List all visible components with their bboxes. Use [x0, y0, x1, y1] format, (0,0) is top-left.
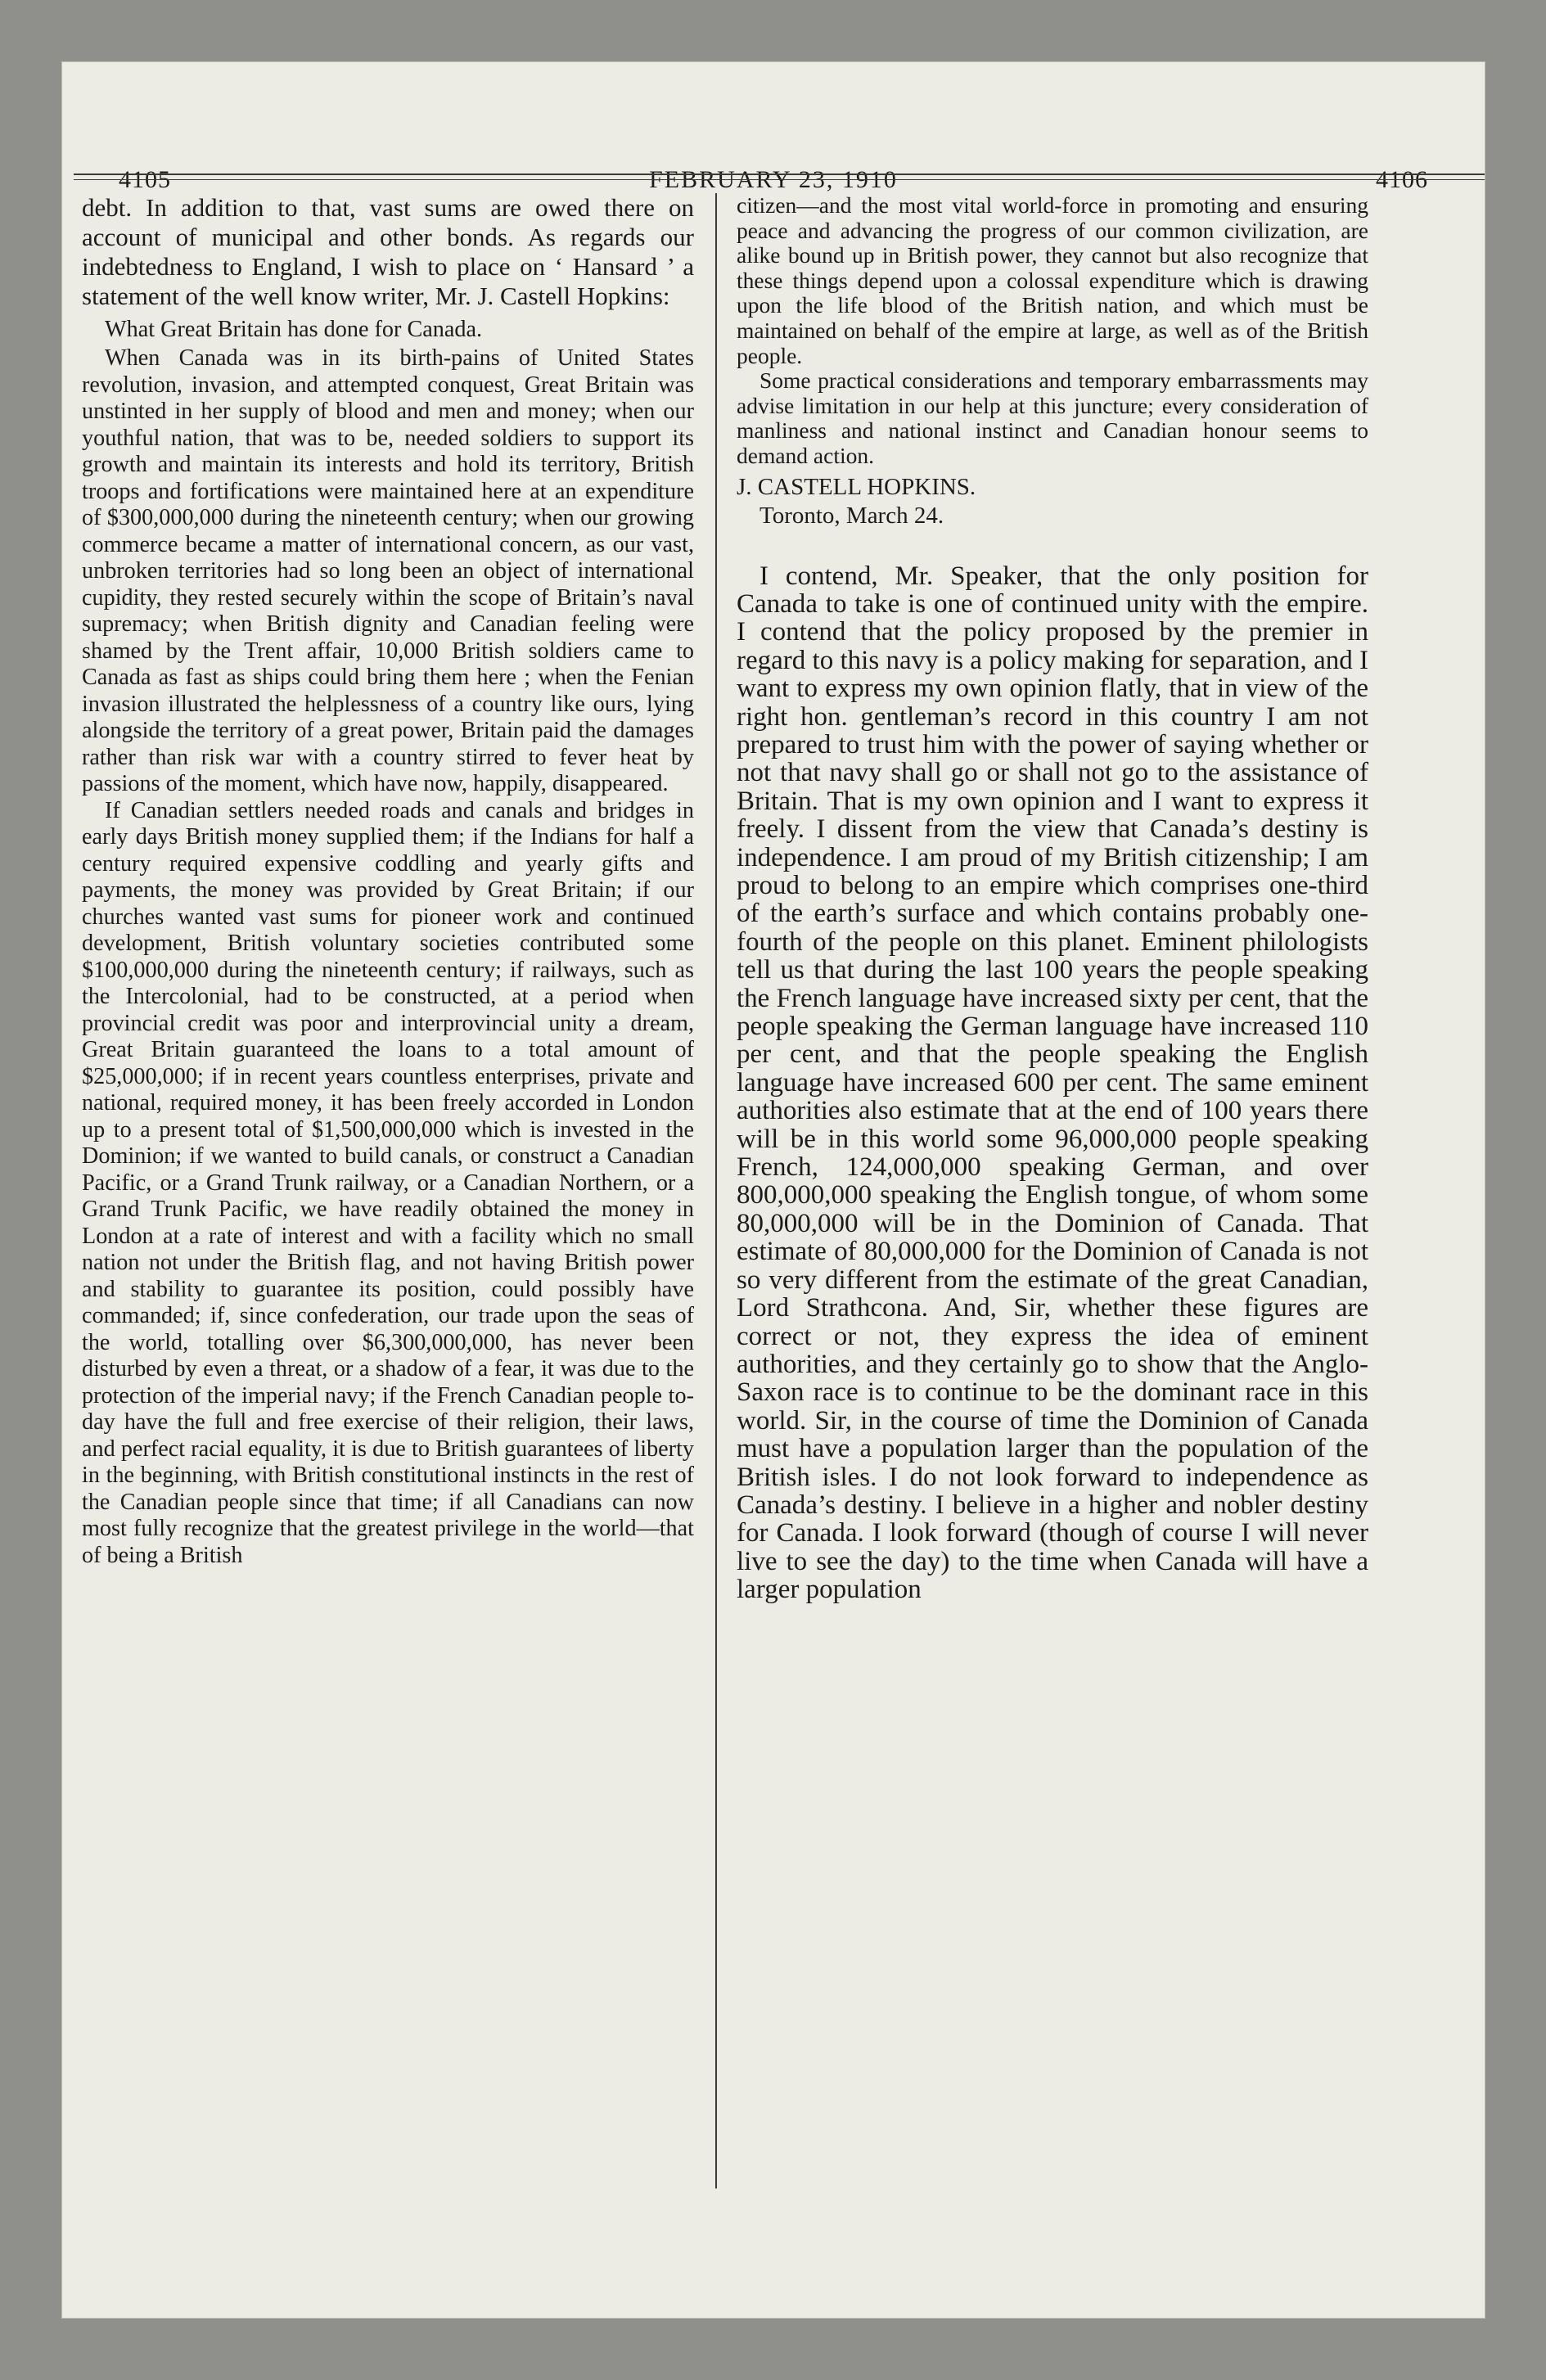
quote-signature: J. CASTELL HOPKINS. [737, 473, 976, 500]
quote-paragraph-2: If Canadian settlers needed roads and canals and bridges in early days British money supplied them; if the Indians for half a century required expensive coddling and yearly gifts and payments, the money was provided by Great Britain; if our churches wanted vast sums for pioneer work and continued development, British voluntary societies contributed some $100,000,000 during the nineteenth century; if railways, such as the Intercolonial, had to be constructed, at a period when provincial credit was poor and interprovincial unity a dream, Great Britain guaranteed the loans to a total amount of $25,000,000; if in recent years countless enterprises, private and national, required money, it has been freely accorded in London up to a present total of $1,500,000,000 which is invested in the Dominion; if we wanted to build canals, or construct a Canadian Pacific, or a Grand Trunk railway, or a Canadian Northern, or a Grand Trunk Pacific, we have readily obtained the money in London at a rate of interest and with a facility which no small nation not under the British flag, and not having British power and stability to guarantee its position, could possibly have commanded; if, since confederation, our trade upon the seas of the world, totalling over $6,300,000,000, has never been disturbed by even a threat, or a shadow of a fear, it was due to the protection of the imperial navy; if the French Canadian people to-day have the full and free exercise of their religion, their laws, and perfect racial equality, it is due to British guarantees of liberty in the beginning, with British constitutional instincts in the rest of the Canadian people since that time; if all Canadians can now most fully recognize that the greatest privilege in the world—that of being a British [82, 797, 694, 1568]
page-date: FEBRUARY 23, 1910 [649, 166, 898, 193]
page-number-right: 4106 [1376, 166, 1428, 193]
page-number-left: 4105 [119, 166, 171, 193]
header-rule [74, 174, 1485, 175]
header-rule-thin [74, 179, 1485, 180]
quote-paragraph-1: When Canada was in its birth-pains of United States revolution, invasion, and attempted conquest, Great Britain was unstinted in her supply of blood and men and money; when our youthful nation, that was to be, needed soldiers to support its growth and maintain its interests and hold its territory, British troops and fortifications were maintained here at an expenditure of $300,000,000 during the nineteenth century; when our growing commerce became a matter of international concern, as our vast, unbroken territories had so long been an object of international cupidity, they rested securely within the scope of Britain’s naval supremacy; when British dignity and Canadian feeling were shamed by the Trent affair, 10,000 British soldiers came to Canada as fast as ships could bring them here ; when the Fenian invasion illustrated the helplessness of a country like ours, lying alongside the territory of a great power, Britain paid the damages rather than risk war with a country stirred to fever heat by passions of the moment, which have now, happily, disappeared. [82, 345, 694, 796]
quote-paragraph-4: Some practical considerations and temporary embarrassments may advise limitation in our help at this juncture; every consideration of manliness and national instinct and Canadian honour seems to demand action. [737, 367, 1368, 468]
left-column [82, 193, 694, 1569]
lead-paragraph: debt. In addition to that, vast sums are owed there on account of municipal and other bonds. As regards our indebtedness to England, I wish to place on ‘ Hansard ’ a statement of the well know writer, Mr. J. Castell Hopkins: [82, 193, 694, 310]
speech-paragraph: I contend, Mr. Speaker, that the only position for Canada to take is one of continued unity with the empire. I contend that the policy proposed by the premier in regard to this navy is a policy making for separation, and I want to express my own opinion flatly, that in view of the right hon. gentleman’s record in this country I am not prepared to trust him with the power of saying whether or not that navy shall go or shall not go to the assistance of Britain. That is my own opinion and I want to express it freely. I dissent from the view that Canada’s destiny is independence. I am proud of my British citizenship; I am proud to belong to an empire which comprises one-third of the earth’s surface and which contains probably one-fourth of the people on this planet. Eminent philologists tell us that during the last 100 years the people speaking the French language have increased sixty per cent, that the people speaking the German language have increased 110 per cent, and that the people speaking the English language have increased 600 per cent. The same eminent authorities also estimate that at the end of 100 years there will be in this world some 96,000,000 people speaking French, 124,000,000 speaking German, and over 800,000,000 speaking the English tongue, of whom some 80,000,000 will be in the Dominion of Canada. That estimate of 80,000,000 for the Dominion of Canada is not so very different from the estimate of the great Canadian, Lord Strathcona. And, Sir, whether these figures are correct or not, they express the idea of eminent authorities, and they certainly go to show that the Anglo-Saxon race is to continue to be the dominant race in this world. Sir, in the course of time the Dominion of Canada must have a population larger than the population of the British isles. I do not look forward to independence as Canada’s destiny. I believe in a higher and nobler destiny for Canada. I look forward (though of course I will never live to see the day) to the time when Canada will have a larger population [737, 561, 1368, 1605]
quote-heading: What Great Britain has done for Canada. [105, 317, 483, 342]
quote-paragraph-3: citizen—and the most vital world-force in promoting and ensuring peace and advancing the progress of our common civilization, are alike bound up in British power, they cannot but also recognize that these things depend upon a colossal expenditure which is drawing upon the life blood of the British nation, and which must be maintained on behalf of the empire at large, as well as of the British people. [737, 192, 1368, 368]
right-column [737, 193, 1368, 1604]
quote-place-date: Toronto, March 24. [759, 502, 944, 529]
column-divider [715, 193, 717, 2188]
